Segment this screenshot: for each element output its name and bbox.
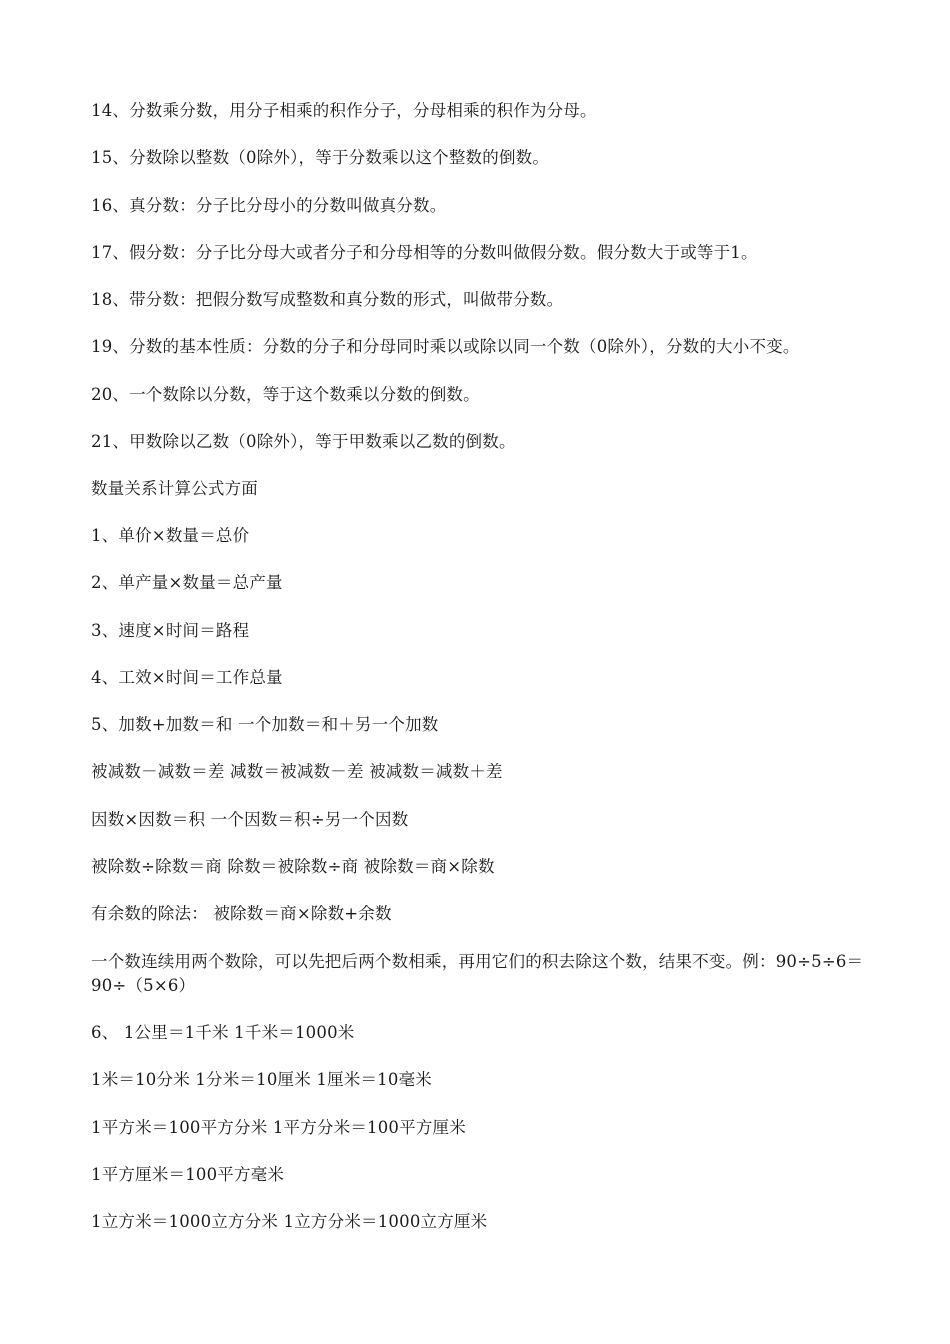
- text-line: 被除数÷除数＝商 除数＝被除数÷商 被除数＝商×除数: [91, 857, 495, 876]
- text-line: 3、速度×时间＝路程: [91, 621, 250, 640]
- text-paragraph: 一个数连续用两个数除，可以先把后两个数相乘，再用它们的积去除这个数，结果不变。例：90÷5÷6＝90÷（5×6）: [91, 952, 864, 995]
- text-line: 1立方米＝1000立方分米 1立方分米＝1000立方厘米: [91, 1212, 488, 1231]
- text-line: 1米＝10分米 1分米＝10厘米 1厘米＝10毫米: [91, 1070, 432, 1089]
- text-line: 1平方米＝100平方分米 1平方分米＝100平方厘米: [91, 1118, 466, 1137]
- text-line: 2、单产量×数量＝总产量: [91, 573, 283, 592]
- text-line: 1、单价×数量＝总价: [91, 526, 250, 545]
- text-line: 17、假分数：分子比分母大或者分子和分母相等的分数叫做假分数。假分数大于或等于1。: [91, 243, 758, 262]
- text-line: 被减数－减数＝差 减数＝被减数－差 被减数＝减数＋差: [91, 762, 503, 781]
- text-line: 21、甲数除以乙数（0除外），等于甲数乘以乙数的倒数。: [91, 432, 516, 451]
- text-line: 4、工效×时间＝工作总量: [91, 668, 283, 687]
- text-line: 16、真分数：分子比分母小的分数叫做真分数。: [91, 196, 447, 215]
- text-line: 15、分数除以整数（0除外），等于分数乘以这个整数的倒数。: [91, 148, 550, 167]
- section-heading: 数量关系计算公式方面: [91, 479, 258, 498]
- text-line: 18、带分数：把假分数写成整数和真分数的形式，叫做带分数。: [91, 290, 564, 309]
- text-line: 6、 1公里＝1千米 1千米＝1000米: [91, 1023, 355, 1042]
- text-line: 19、分数的基本性质：分数的分子和分母同时乘以或除以同一个数（0除外），分数的大小不变。: [91, 337, 800, 356]
- text-line: 因数×因数＝积 一个因数＝积÷另一个因数: [91, 810, 409, 829]
- text-line: 5、加数+加数＝和 一个加数＝和＋另一个加数: [91, 715, 439, 734]
- text-line: 20、一个数除以分数，等于这个数乘以分数的倒数。: [91, 385, 480, 404]
- text-line: 1平方厘米＝100平方毫米: [91, 1165, 285, 1184]
- text-line: 有余数的除法： 被除数＝商×除数+余数: [91, 904, 392, 923]
- text-line: 14、分数乘分数，用分子相乘的积作分子，分母相乘的积作为分母。: [91, 101, 597, 120]
